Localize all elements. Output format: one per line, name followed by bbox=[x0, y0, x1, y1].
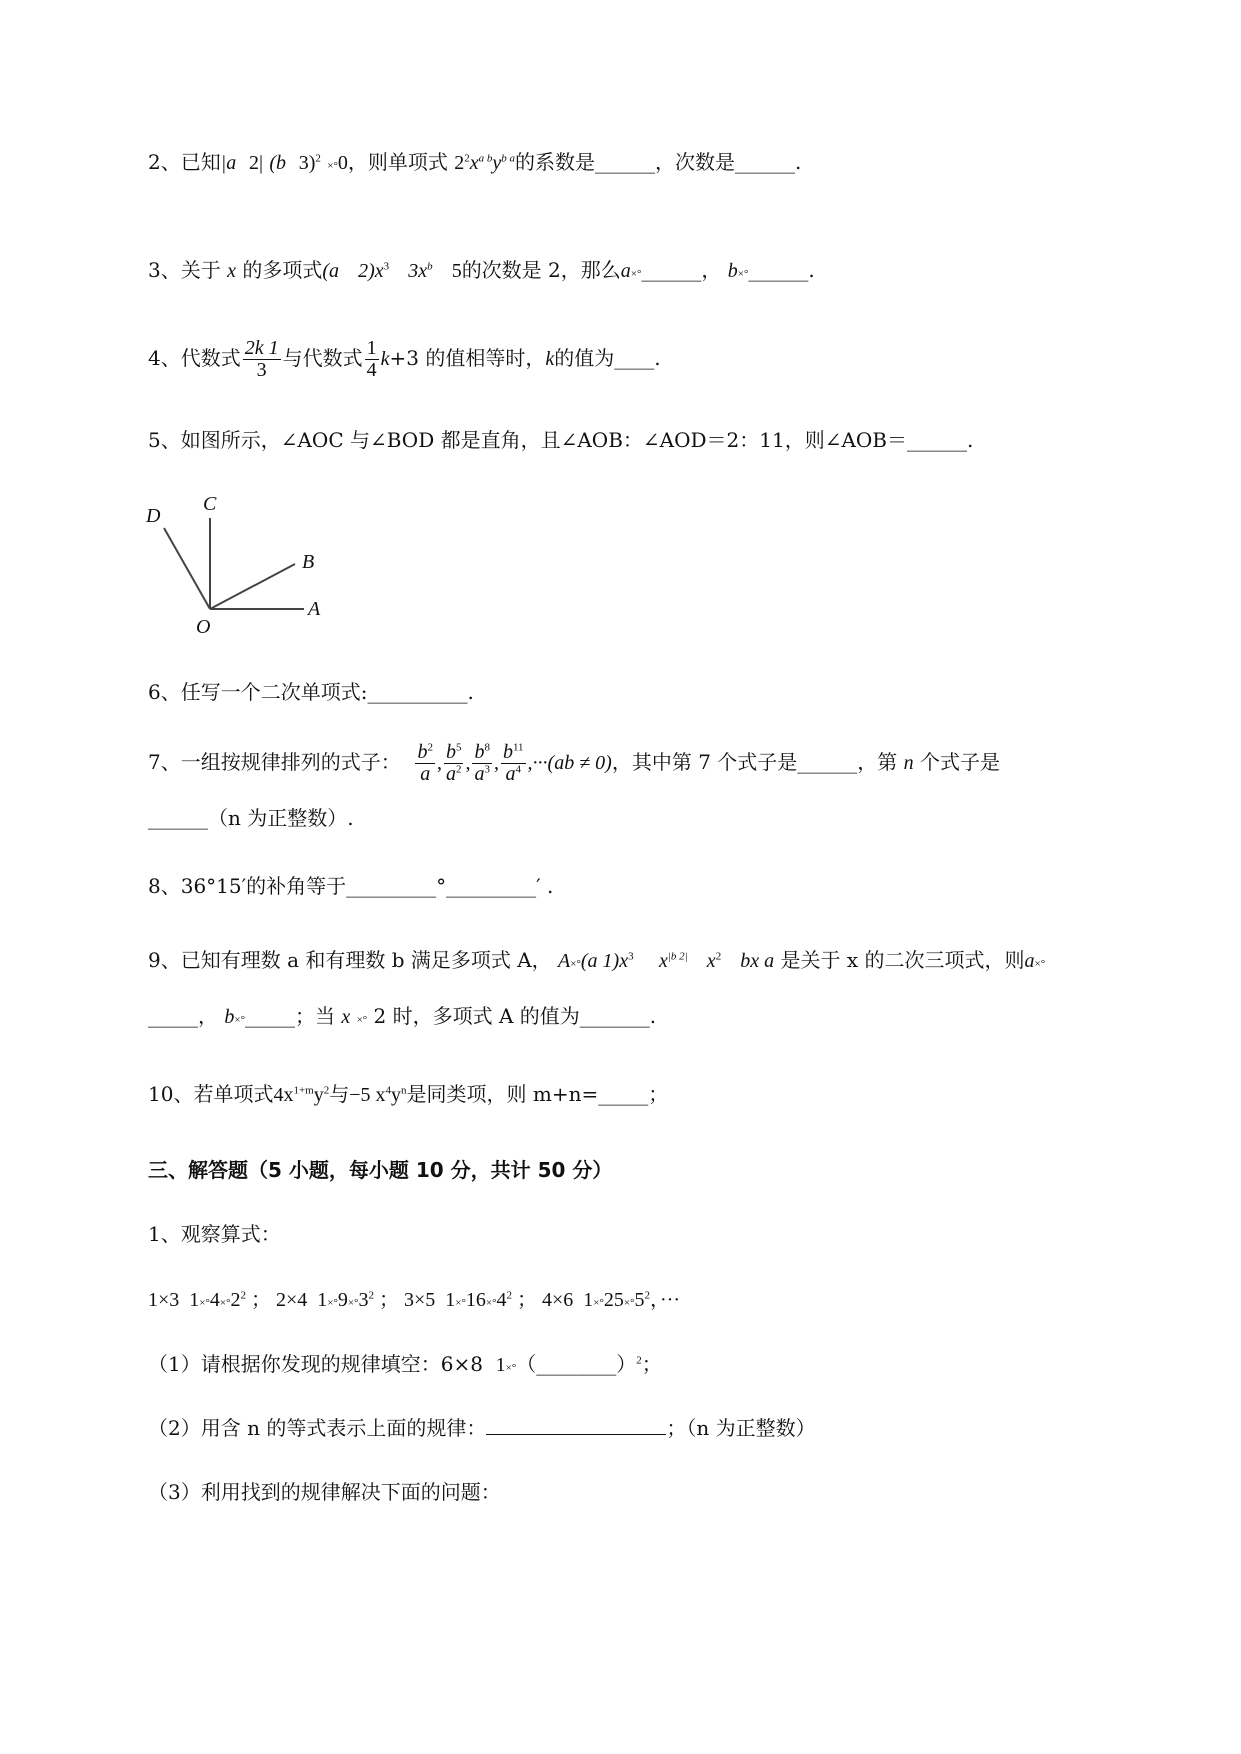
term-numerator-wrap bbox=[472, 742, 492, 764]
formula-lhs: 2×4 bbox=[276, 1289, 308, 1311]
term-numerator-exponent: 5 bbox=[455, 741, 462, 754]
formula-value: 4 bbox=[209, 1289, 220, 1311]
question-7-line-2: ______（n 为正整数）. bbox=[148, 806, 354, 830]
separator: ； bbox=[512, 1289, 542, 1311]
answer-blank[interactable] bbox=[486, 1416, 666, 1435]
problem-1-formulas: 1×3 $1\times^\circ 4\times^\circ 2^2$ ； 2×4 $1\times^\circ 9\times^\circ 3^2$ ； 3×5 $1\times^\circ 16\times^\circ 4^2$ ； 4×6 $1\times^\circ 25\times^\circ 5^2$，··· bbox=[148, 1289, 680, 1311]
comma: , bbox=[465, 752, 471, 774]
equals-sign: ×° bbox=[455, 1297, 466, 1309]
sign bbox=[179, 1289, 189, 1311]
question-5: 5、如图所示，∠AOC 与∠BOD 都是直角，且∠AOB：∠AOD＝2：11，则∠AOB＝______. bbox=[148, 428, 974, 452]
formula-value: 16 bbox=[465, 1289, 486, 1311]
formula bbox=[276, 1289, 374, 1311]
section-heading: 三、解答题（5 小题，每小题 10 分，共计 50 分） bbox=[148, 1158, 613, 1182]
question-4: 4、代数式 $\frac{2k 1}{3}$ 与代数式 $\frac{1}{4}$ k+3 的值相等时，k的值为____. bbox=[148, 337, 661, 381]
question-8: 8、36°15′的补角等于_________°_________′ . bbox=[148, 874, 554, 898]
equals-sign: ×° bbox=[623, 1297, 635, 1309]
question-2: 2、已知|a 2| (b 3)$^2$ ×°0，则单项式 $2^2x^{a b}y^{b a}$的系数是______，次数是______. bbox=[148, 150, 802, 174]
term-numerator-exponent: 2 bbox=[427, 741, 433, 754]
sequence-term bbox=[444, 742, 464, 785]
term-numerator: b bbox=[445, 741, 456, 763]
equals-sign: ×° bbox=[347, 1297, 359, 1309]
ray-od bbox=[164, 528, 210, 609]
separator: ； bbox=[246, 1289, 276, 1311]
fraction: $\frac{2k 1}{3}$ bbox=[244, 337, 279, 381]
term-numerator: b bbox=[474, 741, 485, 763]
term-denominator: a bbox=[420, 763, 431, 785]
formula-list bbox=[148, 1289, 650, 1311]
formula-one: 1 bbox=[583, 1289, 594, 1311]
formula-one: 1 bbox=[189, 1289, 200, 1311]
question-7: 7、一组按规律排列的式子： $\frac{b^2}{a}$ , $\frac{b^5}{a^2}$ , $\frac{b^8}{a^3}$ , $\frac{b^{11}}{a^4}$ ,···(ab ≠ 0)，其中第 7 个式子是______，第 n 个式子是 bbox=[148, 741, 1001, 785]
label-d: D bbox=[146, 505, 161, 527]
formula-lhs: 4×6 bbox=[542, 1289, 574, 1311]
term-numerator: b bbox=[417, 741, 428, 763]
formula bbox=[542, 1289, 650, 1311]
formula-lhs: 1×3 bbox=[148, 1289, 180, 1311]
question-6: 6、任写一个二次单项式:__________. bbox=[148, 680, 474, 704]
sequence-term bbox=[501, 742, 526, 785]
label-c: C bbox=[203, 493, 217, 515]
sub-question-1: （1）请根据你发现的规律填空：6×8 1×°（________）$^2$； bbox=[148, 1352, 662, 1376]
term-numerator-wrap bbox=[444, 742, 464, 764]
term-denominator: a bbox=[505, 763, 516, 785]
angle-diagram bbox=[140, 488, 340, 638]
term-denominator-exponent: 4 bbox=[515, 763, 521, 776]
separator: ； bbox=[374, 1289, 404, 1311]
term-numerator-wrap bbox=[501, 742, 526, 764]
sequence-terms bbox=[413, 741, 527, 785]
sub-question-2: （2）用含 n 的等式表示上面的规律： ；（n 为正整数） bbox=[148, 1416, 816, 1440]
formula-lhs: 3×5 bbox=[404, 1289, 436, 1311]
problem-1-title: 1、观察算式： bbox=[148, 1222, 281, 1246]
equals-sign: ×° bbox=[485, 1297, 497, 1309]
label-b: B bbox=[302, 551, 315, 573]
formula-exponent: 2 bbox=[506, 1289, 512, 1302]
formula-base: 4 bbox=[496, 1289, 507, 1311]
formula-exponent: 2 bbox=[644, 1289, 650, 1302]
equals-sign: ×° bbox=[593, 1297, 604, 1309]
formula bbox=[148, 1289, 246, 1311]
formula-exponent: 2 bbox=[240, 1289, 246, 1302]
sign bbox=[307, 1289, 317, 1311]
label-a: A bbox=[308, 598, 321, 620]
question-9: 9、已知有理数 a 和有理数 b 满足多项式 A， A×°(a $1)x^3$ $x^{|b 2|}$ $x^2$ bx a 是关于 x 的二次三项式，则a×° bbox=[148, 948, 1046, 972]
sequence-term bbox=[415, 742, 435, 785]
comma: , bbox=[493, 752, 499, 774]
term-numerator-exponent: 11 bbox=[512, 741, 524, 754]
sub-question-3: （3）利用找到的规律解决下面的问题： bbox=[148, 1480, 501, 1504]
equals-sign: ×° bbox=[199, 1297, 210, 1309]
term-denominator-wrap bbox=[418, 764, 432, 785]
question-10: 10、若单项式$4x^{1+m}y^2$与−5 $x^4y^n$是同类项，则 m+n=_____； bbox=[148, 1082, 669, 1106]
sign bbox=[573, 1289, 583, 1311]
equals-sign: ×° bbox=[219, 1297, 231, 1309]
term-denominator: a bbox=[474, 763, 485, 785]
term-denominator-wrap bbox=[444, 764, 464, 785]
formula-one: 1 bbox=[445, 1289, 456, 1311]
formula-base: 2 bbox=[230, 1289, 241, 1311]
term-denominator-wrap bbox=[504, 764, 524, 785]
equals-sign: ×° bbox=[327, 1297, 338, 1309]
formula-base: 3 bbox=[358, 1289, 369, 1311]
formula bbox=[404, 1289, 512, 1311]
term-denominator-exponent: 2 bbox=[455, 763, 462, 776]
sequence-term bbox=[472, 742, 492, 785]
term-denominator-exponent: 3 bbox=[484, 763, 490, 776]
term-numerator-wrap bbox=[415, 742, 435, 764]
ray-ob bbox=[210, 564, 295, 609]
formula-value: 9 bbox=[337, 1289, 348, 1311]
question-3: 3、关于 x 的多项式(a $2)x^3$ $3x^b$ 5的次数是 2，那么a×°______， b×°______. bbox=[148, 258, 815, 282]
sign bbox=[435, 1289, 445, 1311]
term-denominator-wrap bbox=[472, 764, 492, 785]
comma: , bbox=[436, 752, 442, 774]
formula-base: 5 bbox=[634, 1289, 645, 1311]
formula-exponent: 2 bbox=[368, 1289, 374, 1302]
question-9-line-2: _____， b×°_____；当 x ×° 2 时，多项式 A 的值为_______. bbox=[148, 1004, 657, 1028]
term-denominator: a bbox=[445, 763, 456, 785]
formula-value: 25 bbox=[603, 1289, 624, 1311]
formula-one: 1 bbox=[317, 1289, 328, 1311]
fraction: $\frac{1}{4}$ bbox=[366, 337, 377, 381]
term-numerator-exponent: 8 bbox=[484, 741, 490, 754]
label-o: O bbox=[196, 616, 211, 638]
term-numerator: b bbox=[502, 741, 513, 763]
